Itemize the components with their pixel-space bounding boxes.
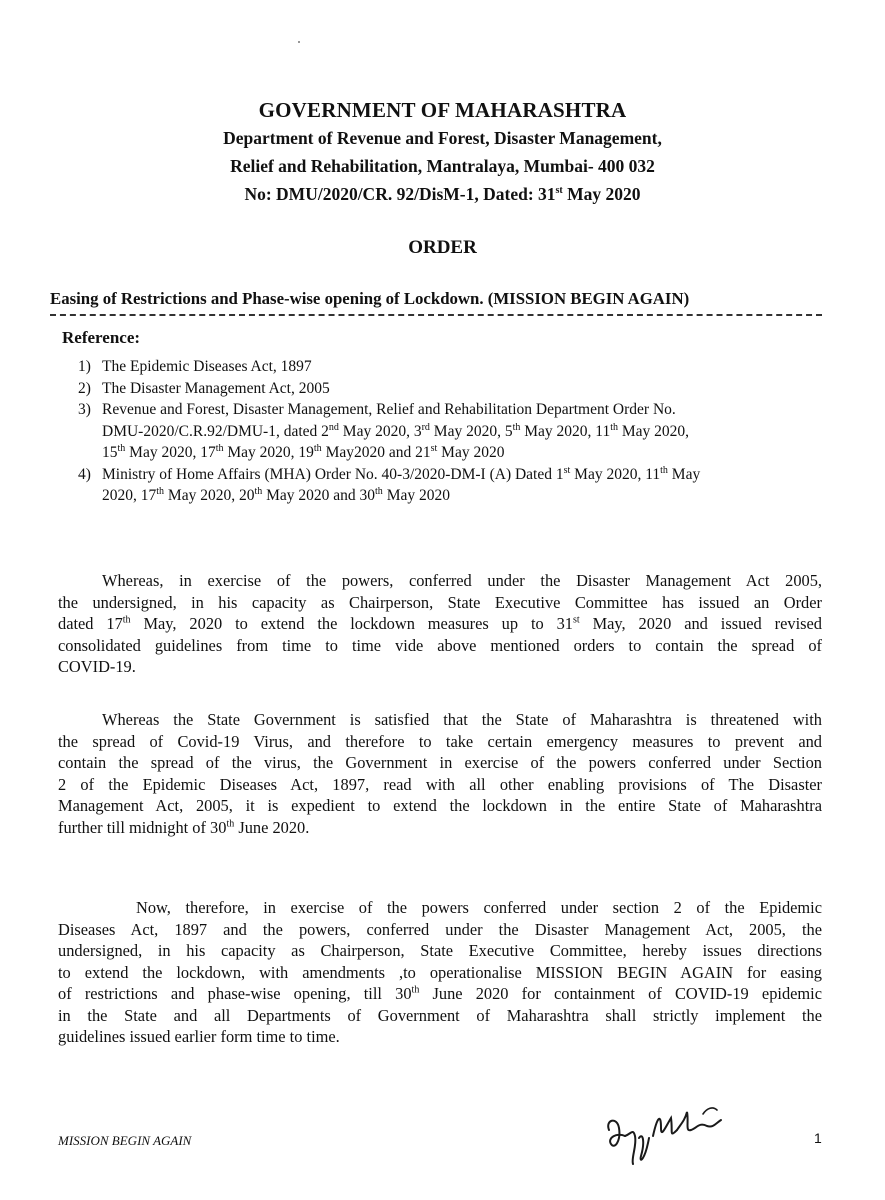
scan-speck [298,41,300,43]
order-title: ORDER [408,237,477,258]
dashed-divider [50,314,822,316]
order-subject: Easing of Restrictions and Phase-wise opening of Lockdown. (MISSION BEGIN AGAIN) [50,289,690,308]
page-number: 1 [814,1130,822,1146]
reference-item-2: 2) The Disaster Management Act, 2005 [78,379,330,397]
reference-item-4: 4) Ministry of Home Affairs (MHA) Order No. 40-3/2020-DM-I (A) Dated 1st May 2020, 11th May 2020, 17th May 2020, 20th May 2020 and 30th May 2020 [78,464,701,504]
relief-line: Relief and Rehabilitation, Mantralaya, Mumbai- 400 032 [230,156,655,176]
footer-mission-label: MISSION BEGIN AGAIN [58,1133,192,1148]
handwritten-signature [595,1098,735,1173]
reference-item-1: 1) The Epidemic Diseases Act, 1897 [78,358,312,375]
reference-list [78,356,828,507]
order-number-line: No: DMU/2020/CR. 92/DisM-1, Dated: 31st May 2020 [244,184,641,204]
paragraph-whereas-2: Whereas the State Government is satisfied that the State of Maharashtra is threatened with the spread of Covid-19 Virus, and therefore to take certain emergency measures to prevent and contain the spread of the virus, the Government in exercise of the powers conferred under Section 2 of the Epidemic Diseases Act, 1897, read with all other enabling provisions of The Disaster Management Act, 2005, it is expedient to extend the lockdown in the entire State of Maharashtra further till midnight of 30th June 2020. [58,710,822,837]
reference-item-3: 3) Revenue and Forest, Disaster Management, Relief and Rehabilitation Department Order No. DMU-2020/C.R.92/DMU-1, dated 2nd May 2020, 3rd May 2020, 5th May 2020, 11th May 2020, 15th May 2020, 17th May 2020, 19th May2020 and 21st May 2020 [78,401,690,461]
government-title: GOVERNMENT OF MAHARASHTRA [258,98,627,122]
department-line: Department of Revenue and Forest, Disaster Management, [223,128,662,148]
reference-heading: Reference: [62,328,141,347]
paragraph-whereas-1: Whereas, in exercise of the powers, conferred under the Disaster Management Act 2005, the undersigned, in his capacity as Chairperson, State Executive Committee has issued an Order dated 17th May, 2020 to extend the lockdown measures up to 31st May, 2020 and issued revised consolidated guidelines from time to time vide above mentioned orders to contain the spread of COVID-19. [58,571,822,676]
paragraph-now-therefore: Now, therefore, in exercise of the powers conferred under section 2 of the Epidemic Diseases Act, 1897 and the powers, conferred under the Disaster Management Act, 2005, the undersigned, in his capacity as Chairperson, State Executive Committee, hereby issues directions to extend the lockdown, with amendments ,to operationalise MISSION BEGIN AGAIN for easing of restrictions and phase-wise opening, till 30th June 2020 for containment of COVID-19 epidemic in the State and all Departments of Government of Maharashtra shall strictly implement the guidelines issued earlier form time to time. [58,898,822,1046]
